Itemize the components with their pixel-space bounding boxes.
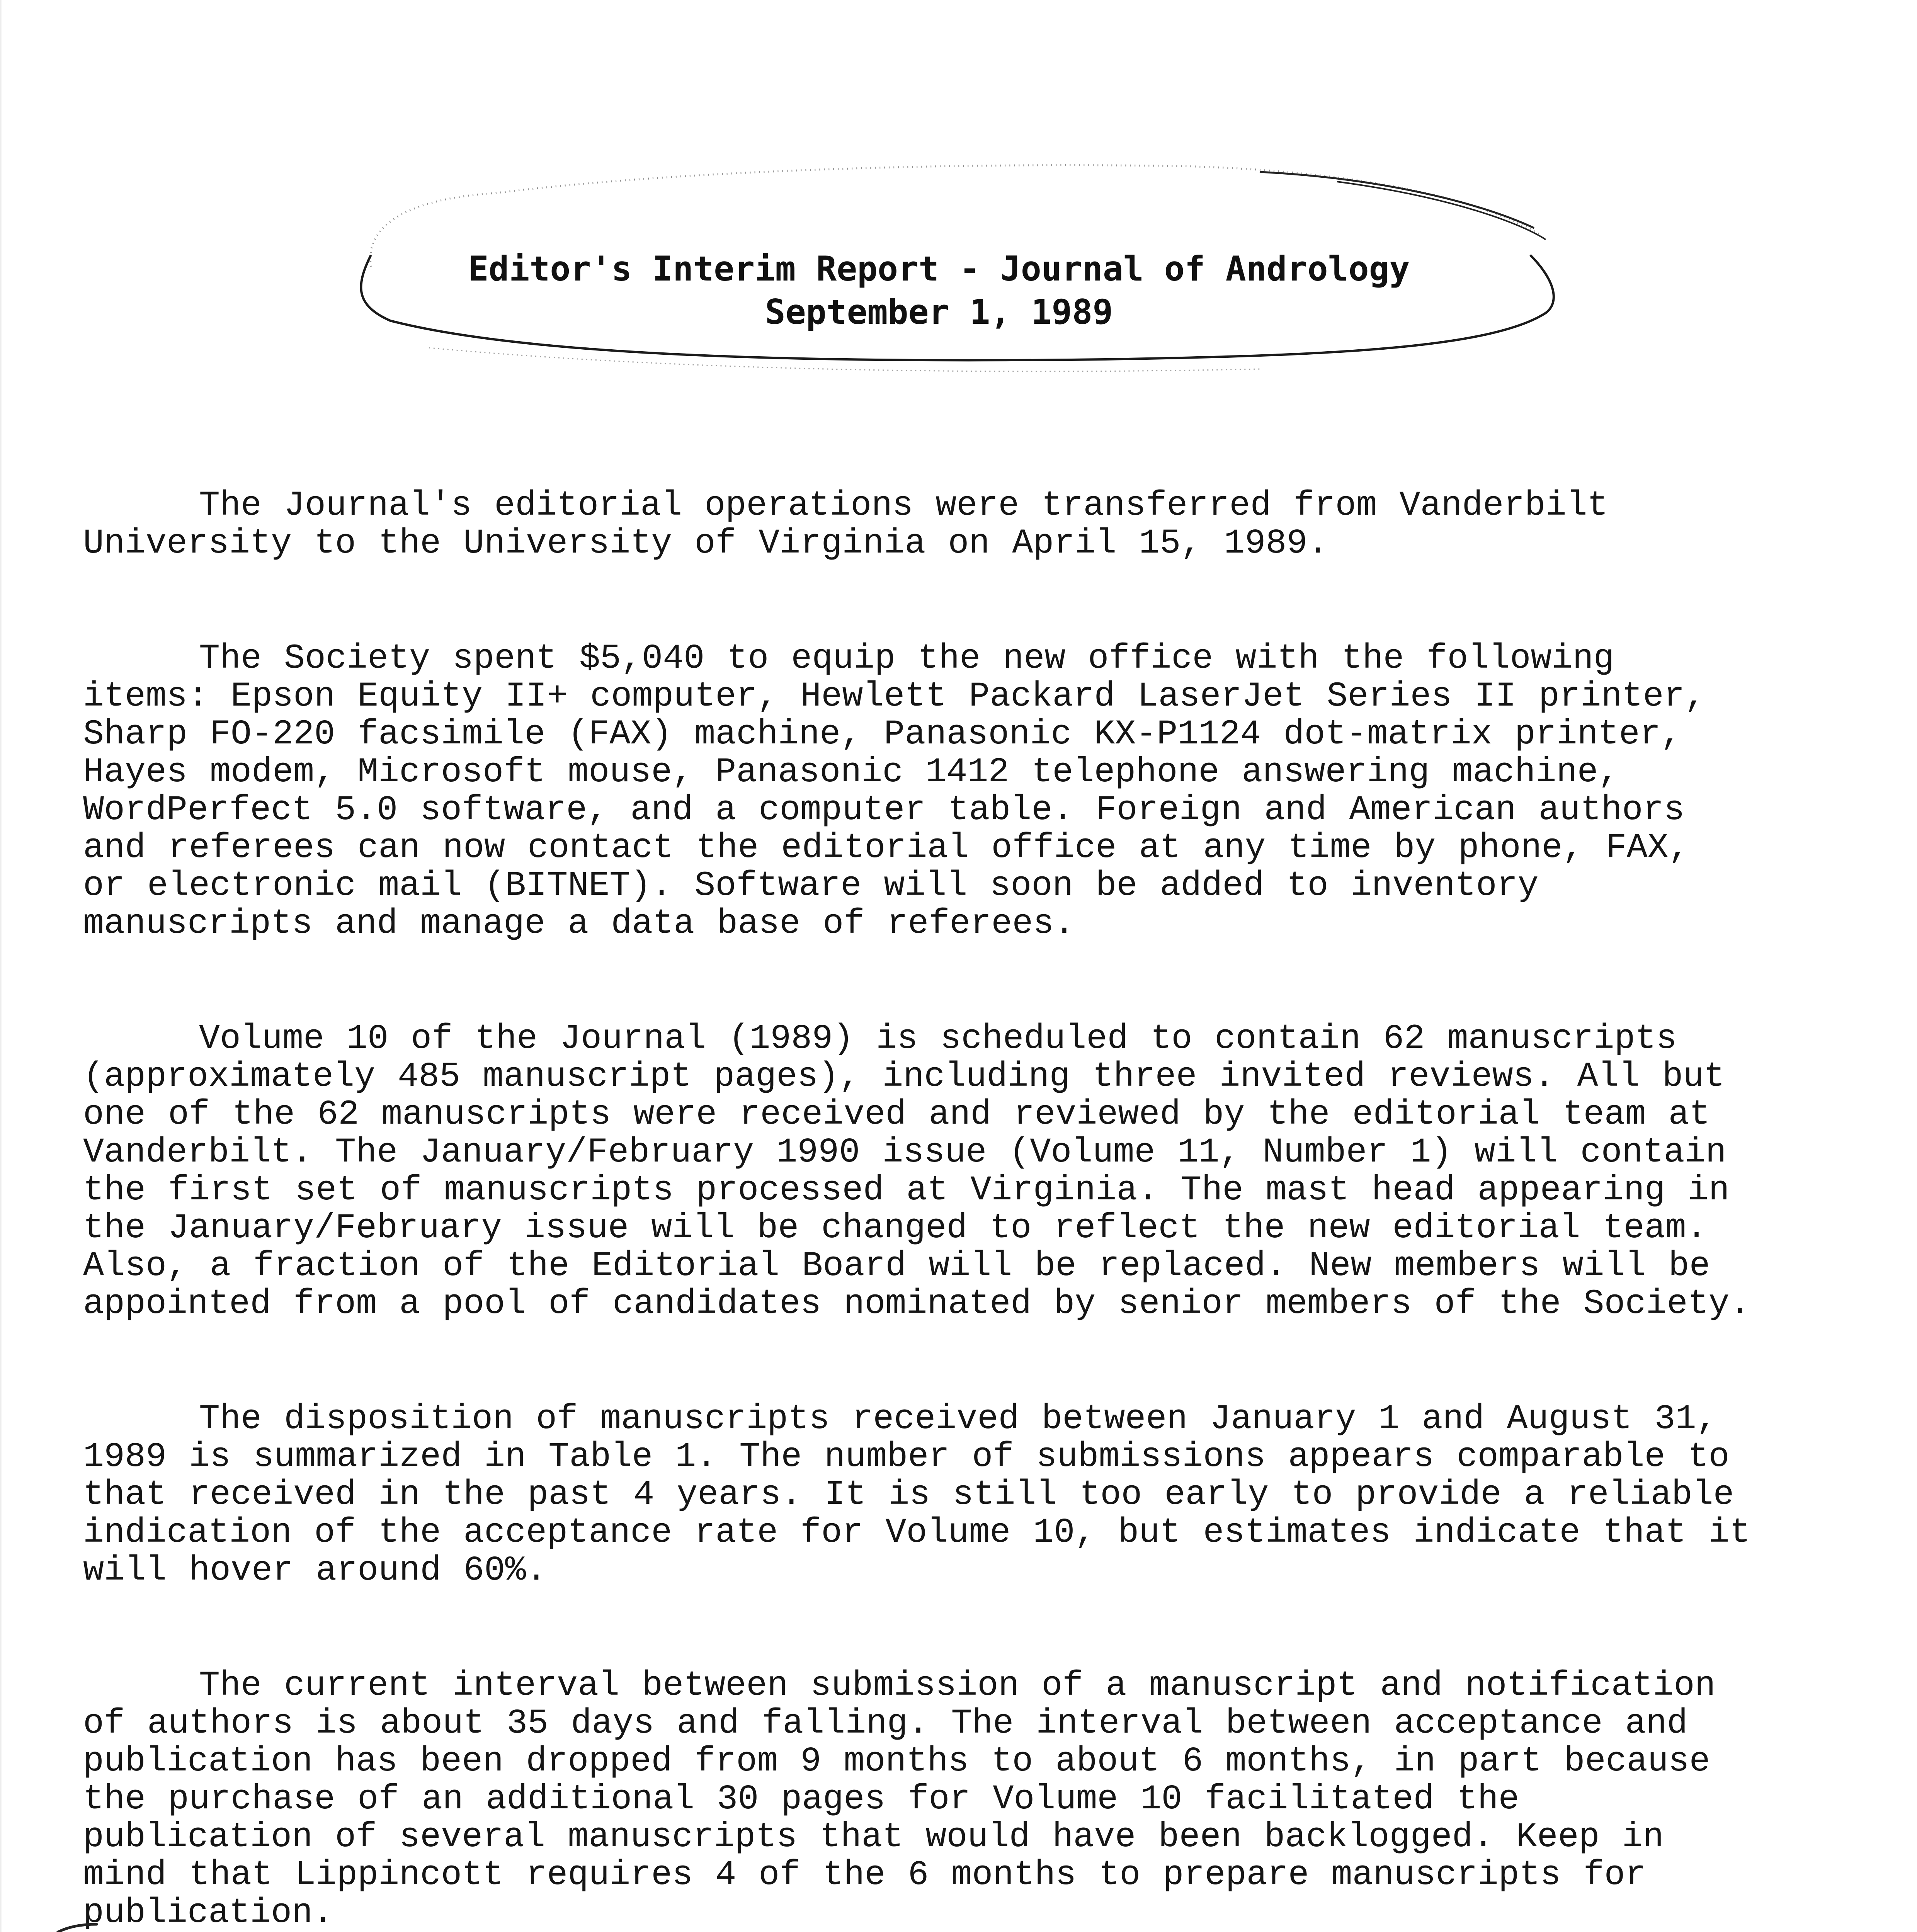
paragraph-2: The Society spent $5,040 to equip the new office with the following items: Epson Equity II+ computer, Hewlett Packard LaserJet Series II printer, Sharp FO-220 facsimile (FAX) machine, Panasonic KX-P1124 dot-matrix printer, Hayes modem, Microsoft mouse, Panasonic 1412 telephone answering machine, WordPerfect 5.0 software, and a computer table. Foreign and American authors and referees can now contact the editorial office at any time by phone, FAX, or electronic mail (BITNET). Software will soon be added to inventory manuscripts and manage a data base of referees.	[83, 639, 1706, 944]
report-title	[359, 247, 1519, 334]
scan-edge	[0, 0, 2, 1932]
report-body	[83, 487, 1752, 1932]
title-line-2: September 1, 1989	[765, 292, 1113, 332]
title-line-1: Editor's Interim Report - Journal of Andrology	[468, 249, 1410, 289]
paragraph-4: The disposition of manuscripts received between January 1 and August 31, 1989 is summarized in Table 1. The number of submissions appears comparable to that received in the past 4 years. It is still too early to provide a reliable indication of the acceptance rate for Volume 10, but estimates indicate that it will hover around 60%.	[83, 1400, 1750, 1590]
paragraph-3: Volume 10 of the Journal (1989) is scheduled to contain 62 manuscripts (approximately 485 manuscript pages), including three invited reviews. All but one of the 62 manuscripts were received and reviewed by the editorial team at Vanderbilt. The January/February 1990 issue (Volume 11, Number 1) will contain the first set of manuscripts processed at Virginia. The mast head appearing in the January/February issue will be changed to reflect the new editorial team. Also, a fraction of the Editorial Board will be replaced. New members will be appointed from a pool of candidates nominated by senior members of the Society.	[83, 1019, 1750, 1324]
paragraph-1: The Journal's editorial operations were transferred from Vanderbilt University to the University of Virginia on April 15, 1989.	[83, 486, 1608, 563]
handwritten-bracket-annotation	[8, 1917, 108, 1932]
paragraph-5: The current interval between submission of a manuscript and notification of authors is about 35 days and falling. The interval between acceptance and publication has been dropped from 9 months to about 6 months, in part because the purchase of an additional 30 pages for Volume 10 facilitated the publication of several manuscripts that would have been backlogged. Keep in mind that Lippincott requires 4 of the 6 months to prepare manuscripts for publication.	[83, 1666, 1716, 1932]
